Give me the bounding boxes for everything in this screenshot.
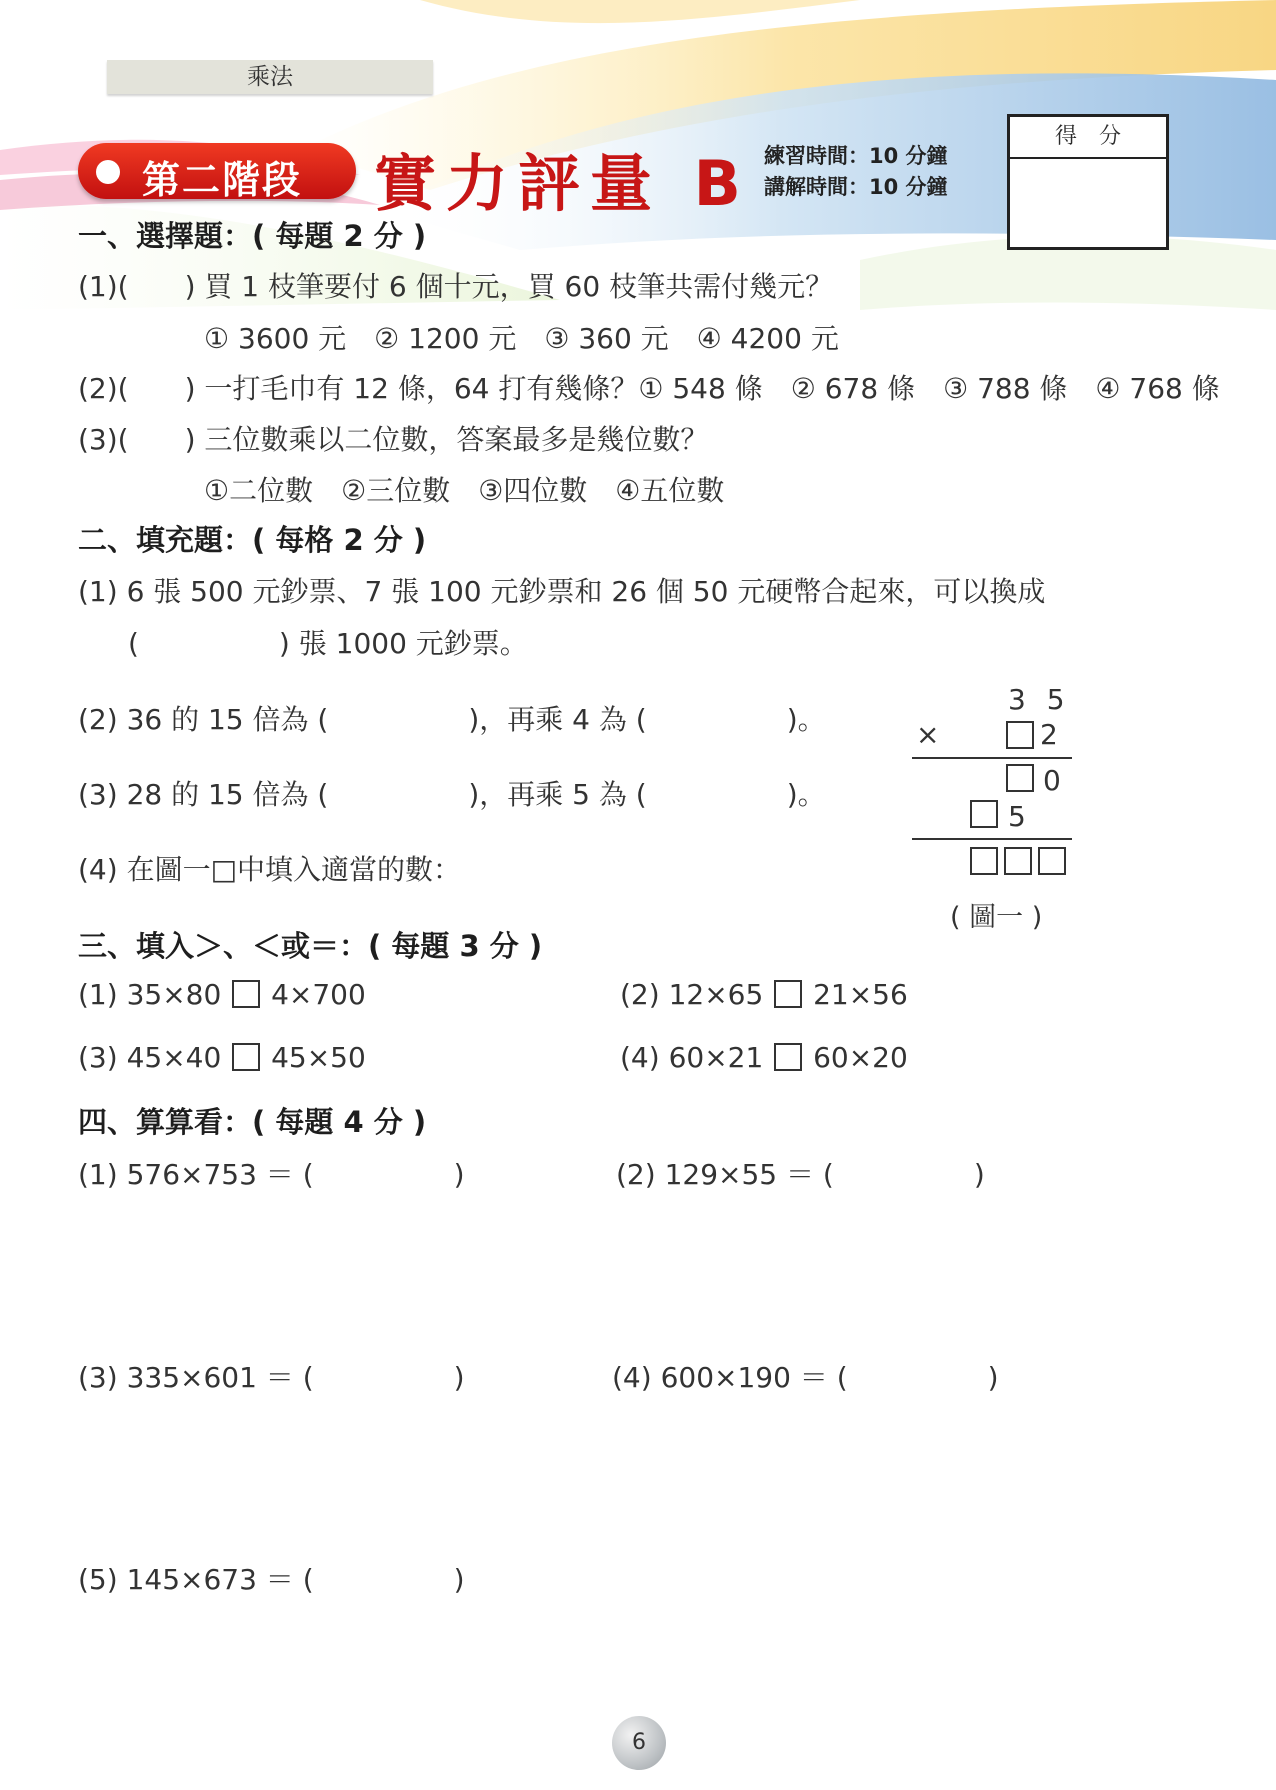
s3-q2-left: (2) 12×65 (620, 978, 764, 1011)
s1-question-2: (2)( ) 一打毛巾有 12 條，64 打有幾條？① 548 條 ② 678 條 ③ 788 條 ④ 768 條 (78, 372, 1220, 405)
practice-time: 練習時間：10 分鐘 (764, 144, 948, 168)
s1-question-1-options: ① 3600 元 ② 1200 元 ③ 360 元 ④ 4200 元 (204, 322, 839, 355)
compare-answer-box[interactable] (232, 980, 260, 1008)
figure-blank-box[interactable] (1006, 764, 1034, 792)
s3-question-4 (620, 1041, 908, 1074)
explain-time: 講解時間：10 分鐘 (764, 175, 948, 199)
page-number: 6 (612, 1716, 666, 1770)
s4-question-3: (3) 335×601 ＝ ( ) (78, 1361, 465, 1394)
bullet-dot-icon (96, 160, 120, 184)
figure-blank-box[interactable] (970, 847, 998, 875)
figure-times-sign: × (916, 718, 940, 751)
figure-rule-1 (912, 757, 1072, 759)
figure-row3-digit: 0 (1043, 764, 1061, 797)
score-label: 得分 (1010, 117, 1166, 159)
figure-row2-digit: 2 (1040, 718, 1058, 751)
score-box (1007, 114, 1169, 250)
figure-row4-digit: 5 (1008, 800, 1026, 833)
s4-question-4: (4) 600×190 ＝ ( ) (612, 1361, 999, 1394)
s3-q4-right: 60×20 (813, 1041, 908, 1074)
figure-blank-box[interactable] (1038, 847, 1066, 875)
figure-top-number: 3 5 (1008, 683, 1071, 716)
figure-blank-box[interactable] (1004, 847, 1032, 875)
s3-q4-left: (4) 60×21 (620, 1041, 764, 1074)
stage-label: 第二階段 (142, 158, 303, 202)
section-2-heading: 二、填充題：( 每格 2 分 ) (78, 523, 427, 557)
s1-question-3: (3)( ) 三位數乘以二位數，答案最多是幾位數？ (78, 423, 709, 456)
s2-question-4: (4) 在圖一□中填入適當的數： (78, 853, 462, 886)
page-title: 實力評量 B (374, 147, 751, 220)
s3-q3-right: 45×50 (271, 1041, 366, 1074)
s3-question-3 (78, 1041, 366, 1074)
s2-question-3: (3) 28 的 15 倍為 ( )，再乘 5 為 ( )。 (78, 778, 826, 811)
s1-question-1: (1)( ) 買 1 枝筆要付 6 個十元，買 60 枝筆共需付幾元？ (78, 270, 834, 303)
s2-question-1-line1: (1) 6 張 500 元鈔票、7 張 100 元鈔票和 26 個 50 元硬幣合起來，可以換成 (78, 575, 1046, 608)
section-4-heading: 四、算算看：( 每題 4 分 ) (78, 1105, 427, 1139)
compare-answer-box[interactable] (232, 1043, 260, 1071)
compare-answer-box[interactable] (774, 980, 802, 1008)
figure-blank-box[interactable] (970, 800, 998, 828)
figure-rule-2 (912, 838, 1072, 840)
s3-question-1 (78, 978, 366, 1011)
s4-question-5: (5) 145×673 ＝ ( ) (78, 1563, 465, 1596)
s3-q1-right: 4×700 (271, 978, 366, 1011)
section-3-heading: 三、填入＞、＜或＝：( 每題 3 分 ) (78, 929, 543, 963)
chapter-tab: 乘法 (107, 60, 433, 94)
s4-question-1: (1) 576×753 ＝ ( ) (78, 1158, 465, 1191)
s3-q3-left: (3) 45×40 (78, 1041, 222, 1074)
compare-answer-box[interactable] (774, 1043, 802, 1071)
figure-caption: ( 圖一 ) (950, 902, 1043, 933)
section-1-heading: 一、選擇題：( 每題 2 分 ) (78, 219, 427, 253)
s3-q2-right: 21×56 (813, 978, 908, 1011)
s2-question-1-line2: ( ) 張 1000 元鈔票。 (128, 627, 528, 660)
s4-question-2: (2) 129×55 ＝ ( ) (616, 1158, 985, 1191)
figure-blank-box[interactable] (1006, 721, 1034, 749)
s1-question-3-options: ①二位數 ②三位數 ③四位數 ④五位數 (204, 474, 725, 507)
s3-q1-left: (1) 35×80 (78, 978, 222, 1011)
s3-question-2 (620, 978, 908, 1011)
s2-question-2: (2) 36 的 15 倍為 ( )，再乘 4 為 ( )。 (78, 703, 826, 736)
